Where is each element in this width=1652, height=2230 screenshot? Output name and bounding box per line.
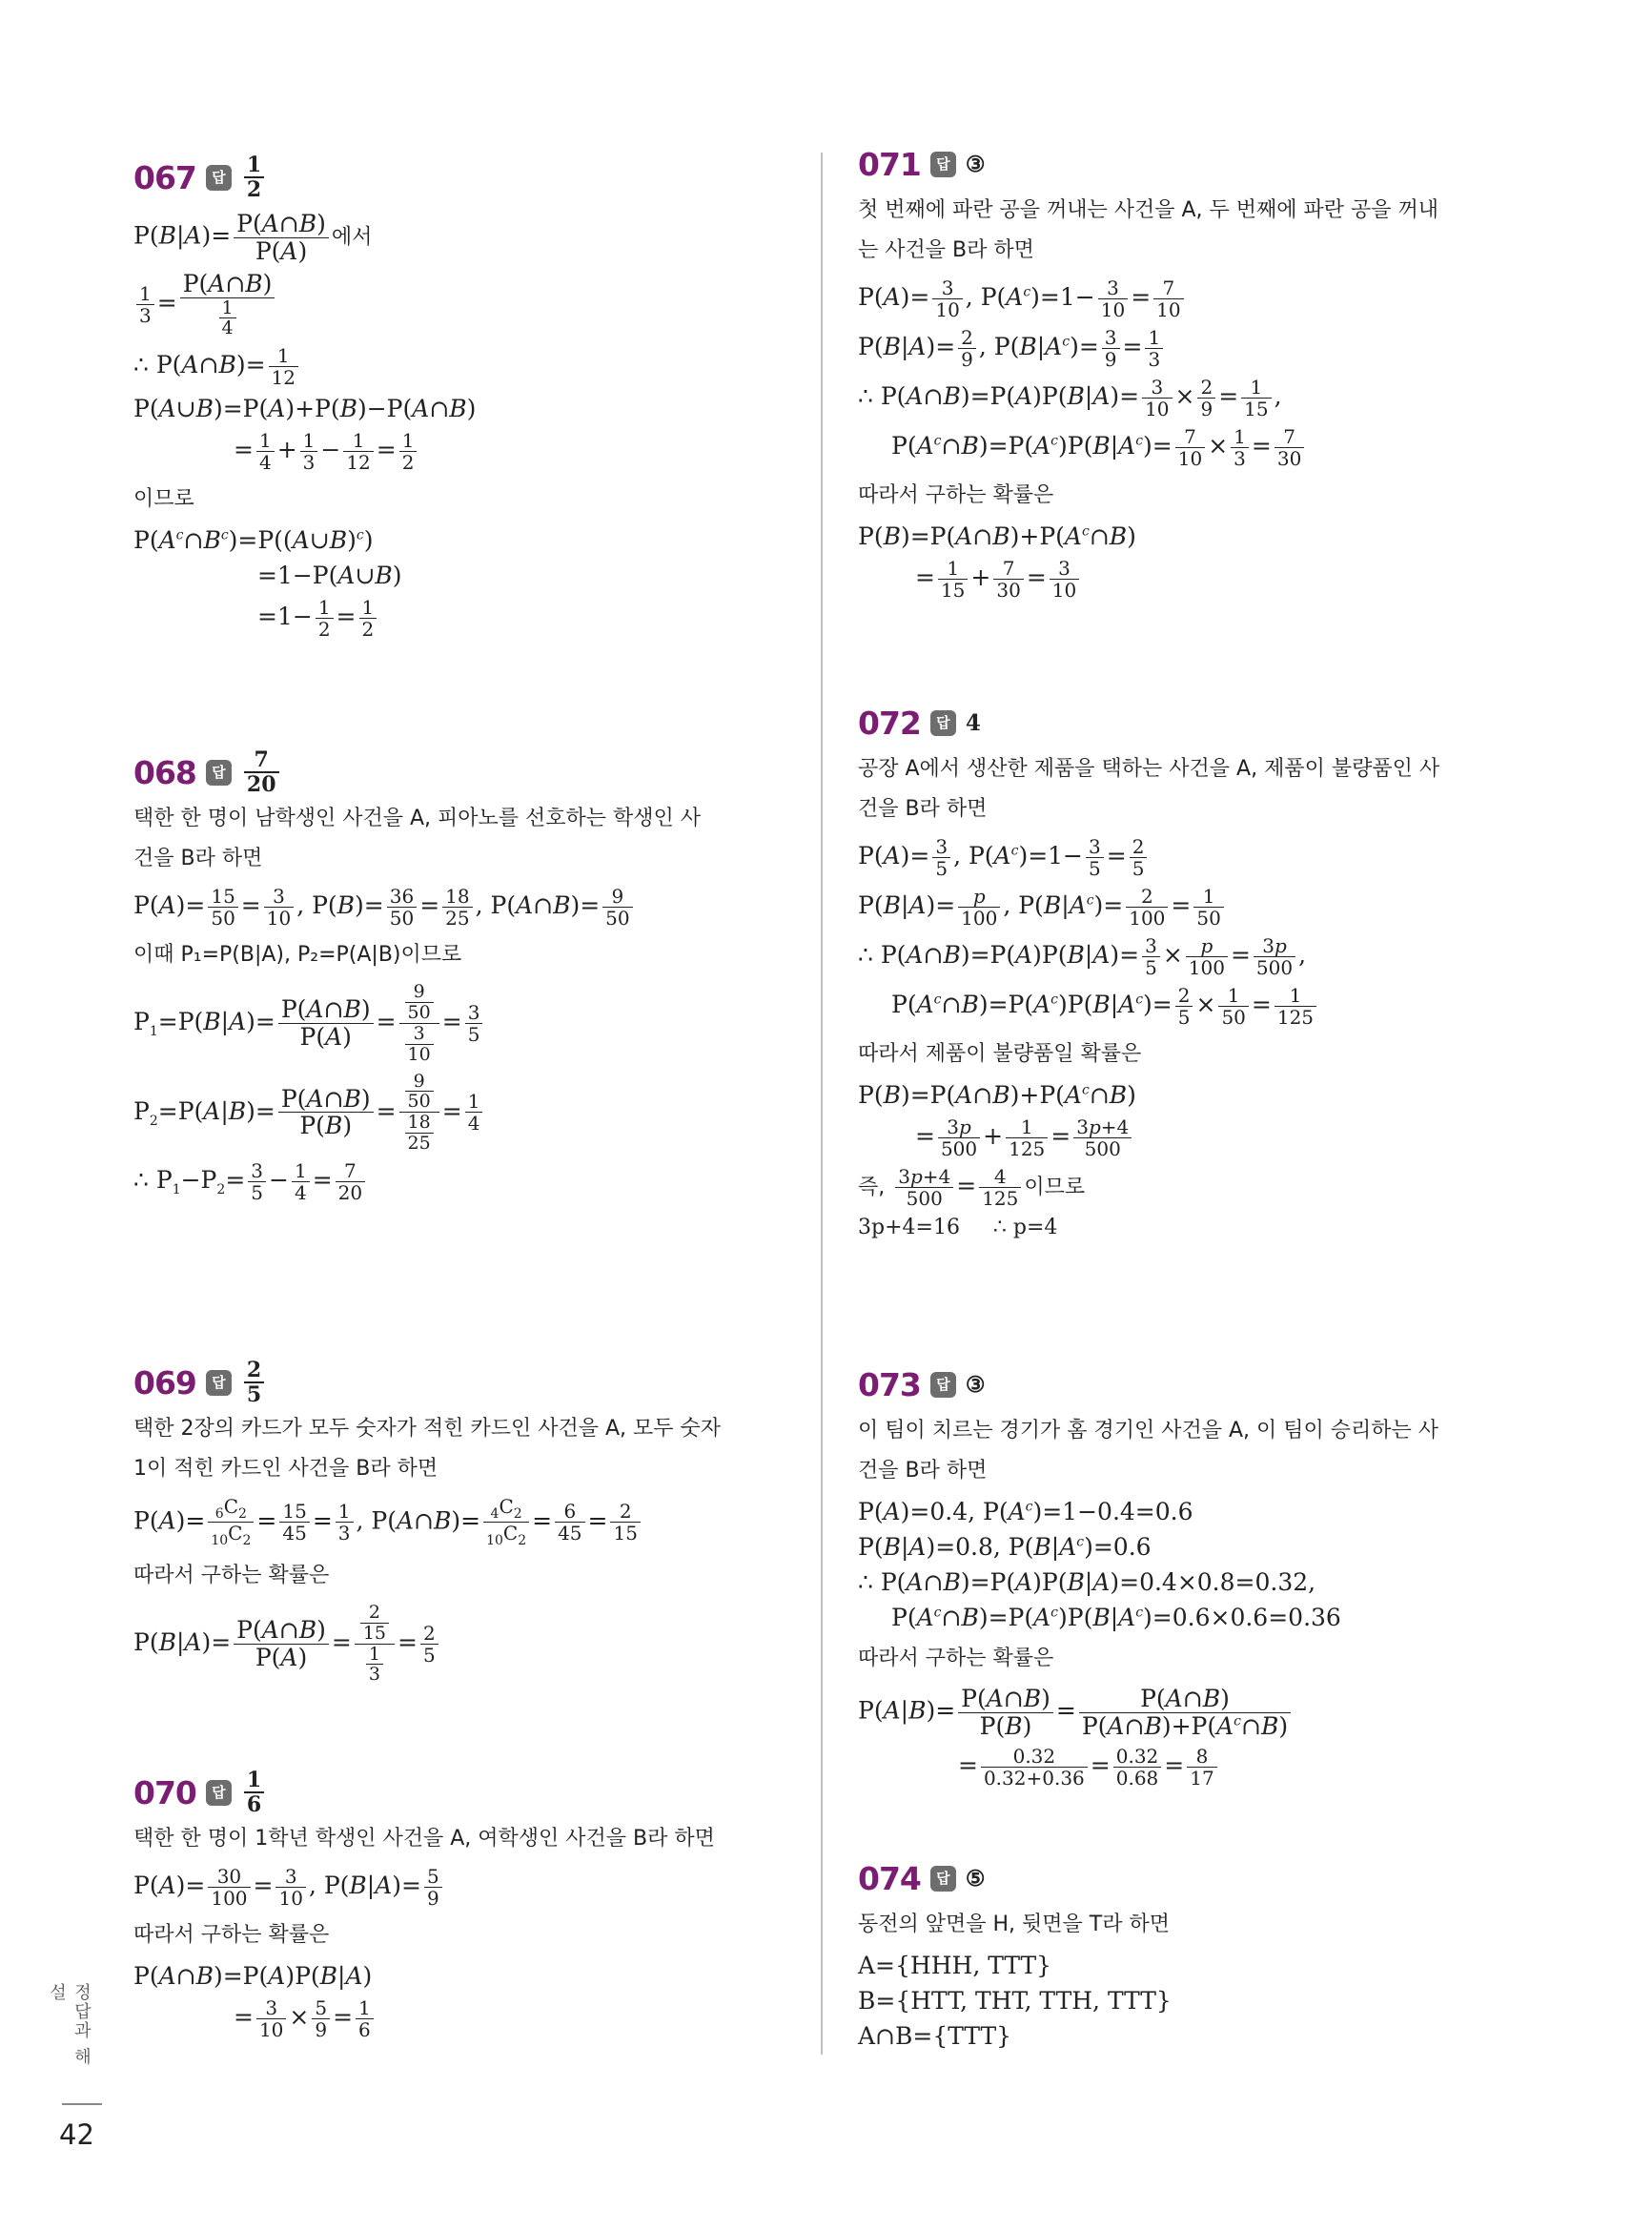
text-line: 따라서 구하는 확률은 [133, 1563, 330, 1587]
problem-header [133, 1766, 801, 1819]
problem-074 [858, 1852, 1525, 2057]
problem-number: 068 [133, 753, 196, 791]
equation: $P_1=P(B|A)=$ $\frac{P(A\cap B)}{P(A)}$ = $\frac{\frac{9}{50}}{\frac{3}{10}}$ = $\frac{3}{5}$ [133, 982, 801, 1065]
problem-073 [858, 1358, 1525, 1795]
equation: =1− $\frac{1}{2}$ = $\frac{1}{2}$ [133, 597, 801, 640]
problem-number: 071 [858, 145, 921, 183]
equation: P(B|A)= $\frac{p}{100}$ , $P(B|A^c)=$ $\frac{2}{100}$ = $\frac{1}{50}$ [858, 886, 1525, 929]
text-line: 건을 B라 하면 [133, 847, 263, 870]
problem-header [858, 696, 1525, 749]
answer-badge: 답 [930, 710, 956, 736]
equation: $P(A^c\cap B)=P(A^c)P(B|A^c)=$ $\frac{7}{10}$ × $\frac{1}{3}$ = $\frac{7}{30}$ [858, 426, 1525, 469]
answer-badge: 답 [930, 1372, 956, 1398]
set-line: B={HTT, THT, TTH, TTT} [858, 1987, 1172, 2015]
text-line: 건을 B라 하면 [858, 797, 988, 821]
problem-067 [133, 151, 801, 646]
equation: P(A)= $\frac{30}{100}$ = $\frac{3}{10}$ , P(B|A)= $\frac{5}{9}$ [133, 1866, 801, 1909]
problem-number: 067 [133, 158, 196, 196]
equation: P(B|A)= $\frac{P(A\cap B)}{P(A)}$ 에서 [133, 210, 373, 265]
column-divider [821, 153, 823, 2055]
text-line: 따라서 구하는 확률은 [858, 1647, 1054, 1670]
equation: P(A∪B)=P(A)+P(B)−P(A∩B) [133, 395, 477, 423]
problem-069 [133, 1356, 801, 1691]
equation: P(A)=0.4, $P(A^c)=1-0.4=0.6$ [858, 1498, 1193, 1525]
text-line: 택한 2장의 카드가 모두 숫자가 적힌 카드인 사건을 A, 모두 숫자 [133, 1417, 722, 1441]
answer-value: 4 [965, 709, 981, 736]
equation: ∴ P(A∩B)=P(A)P(B|A)= $\frac{3}{5}$ × $\frac{p}{100}$ = $\frac{3p}{500}$ , [858, 934, 1307, 979]
equation: ∴ P(A∩B)= $\frac{1}{12}$ [133, 345, 801, 388]
answer-badge: 답 [206, 1370, 232, 1396]
answer-badge: 답 [206, 165, 232, 191]
equation: P(B|A)= $\frac{P(A\cap B)}{P(A)}$ = $\frac{\frac{2}{15}}{\frac{1}{3}}$ = $\frac{2}{5}$ [133, 1603, 801, 1686]
problem-number: 073 [858, 1365, 921, 1403]
text-line: 따라서 구하는 확률은 [858, 483, 1054, 507]
text-line: 택한 한 명이 남학생인 사건을 A, 피아노를 선호하는 학생인 사 [133, 807, 702, 830]
problem-header [133, 151, 801, 204]
problem-number: 074 [858, 1859, 921, 1897]
text-line: 따라서 구하는 확률은 [133, 1923, 330, 1947]
text-line: 따라서 제품이 불량품일 확률은 [858, 1042, 1142, 1066]
side-section-label: 정답과 해설 [47, 1983, 92, 2067]
answer-value: ③ [965, 151, 986, 177]
equation: $P(B)=P(A\cap B)+P(A^c\cap B)$ [858, 522, 1136, 550]
text-line: 동전의 앞면을 H, 뒷면을 T라 하면 [858, 1913, 1170, 1936]
equation: P(A∩B)=P(A)P(B|A) [133, 1962, 373, 1990]
answer-badge: 답 [930, 152, 956, 177]
text-line: 는 사건을 B라 하면 [858, 238, 1034, 262]
equation: = $\frac{3p}{500}$ + $\frac{1}{125}$ = $\frac{3p+4}{500}$ [858, 1116, 1525, 1159]
equation: P(A)= $\frac{3}{5}$ , $P(A^c)=1-$ $\frac{3}{5}$ = $\frac{2}{5}$ [858, 836, 1525, 879]
problem-number: 072 [858, 704, 921, 742]
problem-header [133, 1356, 801, 1409]
equation: = $\frac{1}{15}$ + $\frac{7}{30}$ = $\frac{3}{10}$ [858, 558, 1525, 601]
problem-header [133, 746, 801, 799]
problem-070 [133, 1766, 801, 2047]
equation: $\frac{1}{3}$ = $\frac{P(A\cap B)}{\frac{1}{4}}$ [133, 271, 801, 338]
equation: ∴ P(A∩B)=P(A)P(B|A)=0.4×0.8=0.32, [858, 1568, 1316, 1596]
problem-header [858, 1358, 1525, 1411]
set-line: A∩B={TTT} [858, 2022, 1012, 2050]
answer-value: $\frac{1}{2}$ [241, 153, 267, 201]
answer-value: $\frac{7}{20}$ [241, 748, 282, 796]
answer-value: $\frac{1}{6}$ [241, 1769, 267, 1816]
equation: $P_2=P(A|B)=$ $\frac{P(A\cap B)}{P(B)}$ = $\frac{\frac{9}{50}}{\frac{18}{25}}$ = $\frac{1}{4}$ [133, 1072, 801, 1155]
problem-header [858, 1852, 1525, 1905]
problem-071 [858, 137, 1525, 607]
equation: $P(A^c\cap B)=P(A^c)P(B|A^c)=0.6\times 0.6=0.36$ [891, 1604, 1341, 1631]
equation: P(B|A)=0.8, $P(B|A^c)=0.6$ [858, 1533, 1152, 1561]
equation: $P(B)=P(A\cap B)+P(A^c\cap B)$ [858, 1081, 1136, 1109]
answer-badge: 답 [206, 760, 232, 786]
equation: = $\frac{1}{4}$ + $\frac{1}{3}$ − $\frac{1}{12}$ = $\frac{1}{2}$ [133, 430, 801, 473]
equation: 즉, $\frac{3p+4}{500}$ = $\frac{4}{125}$ 이므로 [858, 1165, 1086, 1210]
problem-number: 070 [133, 1773, 196, 1811]
equation: P(A)= $\frac{_6C_2}{_{10}C_2}$ = $\frac{15}{45}$ = $\frac{1}{3}$ , P(A∩B)= $\frac{_4C_2}{_{10}C_2}$ = $\frac{6}{45}$ = $\frac{2}{15}$ [133, 1496, 801, 1549]
text-line: 공장 A에서 생산한 제품을 택하는 사건을 A, 제품이 불량품인 사 [858, 757, 1440, 781]
problem-072 [858, 696, 1525, 1247]
problem-068 [133, 746, 801, 1210]
text-line: 1이 적힌 카드인 사건을 B라 하면 [133, 1457, 438, 1481]
text-line: 첫 번째에 파란 공을 꺼내는 사건을 A, 두 번째에 파란 공을 꺼내 [858, 198, 1439, 222]
equation: P(B|A)= $\frac{2}{9}$ , $P(B|A^c)=$ $\frac{3}{9}$ = $\frac{1}{3}$ [858, 327, 1525, 370]
equation: P(A)= $\frac{15}{50}$ = $\frac{3}{10}$ , P(B)= $\frac{36}{50}$ = $\frac{18}{25}$ , P(A∩B)= $\frac{9}{50}$ [133, 886, 801, 929]
equation: = $\frac{0.32}{0.32+0.36}$ = $\frac{0.32}{0.68}$ = $\frac{8}{17}$ [858, 1746, 1525, 1789]
equation: P(A|B)= $\frac{P(A\cap B)}{P(B)}$ = $\frac{P(A\cap B)}{P(A\cap B)+P(A^c\cap B)}$ [858, 1686, 1525, 1739]
equation: = $\frac{3}{10}$ × $\frac{5}{9}$ = $\frac{1}{6}$ [133, 1997, 801, 2040]
equation: =1−P(A∪B) [257, 562, 402, 590]
text-line: 택한 한 명이 1학년 학생인 사건을 A, 여학생인 사건을 B라 하면 [133, 1827, 715, 1851]
answer-badge: 답 [930, 1866, 956, 1892]
equation: 3p+4=16 ∴ p=4 [858, 1216, 1058, 1239]
equation: $P(A^c\cap B)=P(A^c)P(B|A^c)=$ $\frac{2}{5}$ × $\frac{1}{50}$ = $\frac{1}{125}$ [858, 985, 1525, 1028]
set-line: A={HHH, TTT} [858, 1952, 1052, 1979]
answer-value: $\frac{2}{5}$ [241, 1359, 267, 1406]
answer-badge: 답 [206, 1780, 232, 1806]
equation: ∴ $P_1-P_2=$ $\frac{3}{5}$ − $\frac{1}{4}$ = $\frac{7}{20}$ [133, 1160, 801, 1203]
problem-header [858, 137, 1525, 191]
text-line: 이때 P₁=P(B|A), P₂=P(A|B)이므로 [133, 943, 462, 967]
page-number: 42 [59, 2118, 94, 2151]
equation: P(A)= $\frac{3}{10}$ , $P(A^c)=1-$ $\frac{3}{10}$ = $\frac{7}{10}$ [858, 277, 1525, 320]
problem-number: 069 [133, 1363, 196, 1401]
text-line: 건을 B라 하면 [858, 1459, 988, 1483]
equation: ∴ P(A∩B)=P(A)P(B|A)= $\frac{3}{10}$ × $\frac{2}{9}$ = $\frac{1}{15}$ , [858, 376, 1282, 420]
text-line: 이 팀이 치르는 경기가 홈 경기인 사건을 A, 이 팀이 승리하는 사 [858, 1419, 1439, 1442]
equation: $P(A^c\cap B^c)=P((A\cup B)^c)$ [133, 526, 374, 555]
text-line: 이므로 [133, 487, 194, 512]
answer-value: ③ [965, 1371, 986, 1398]
side-divider [62, 2103, 102, 2105]
answer-value: ⑤ [965, 1865, 986, 1892]
